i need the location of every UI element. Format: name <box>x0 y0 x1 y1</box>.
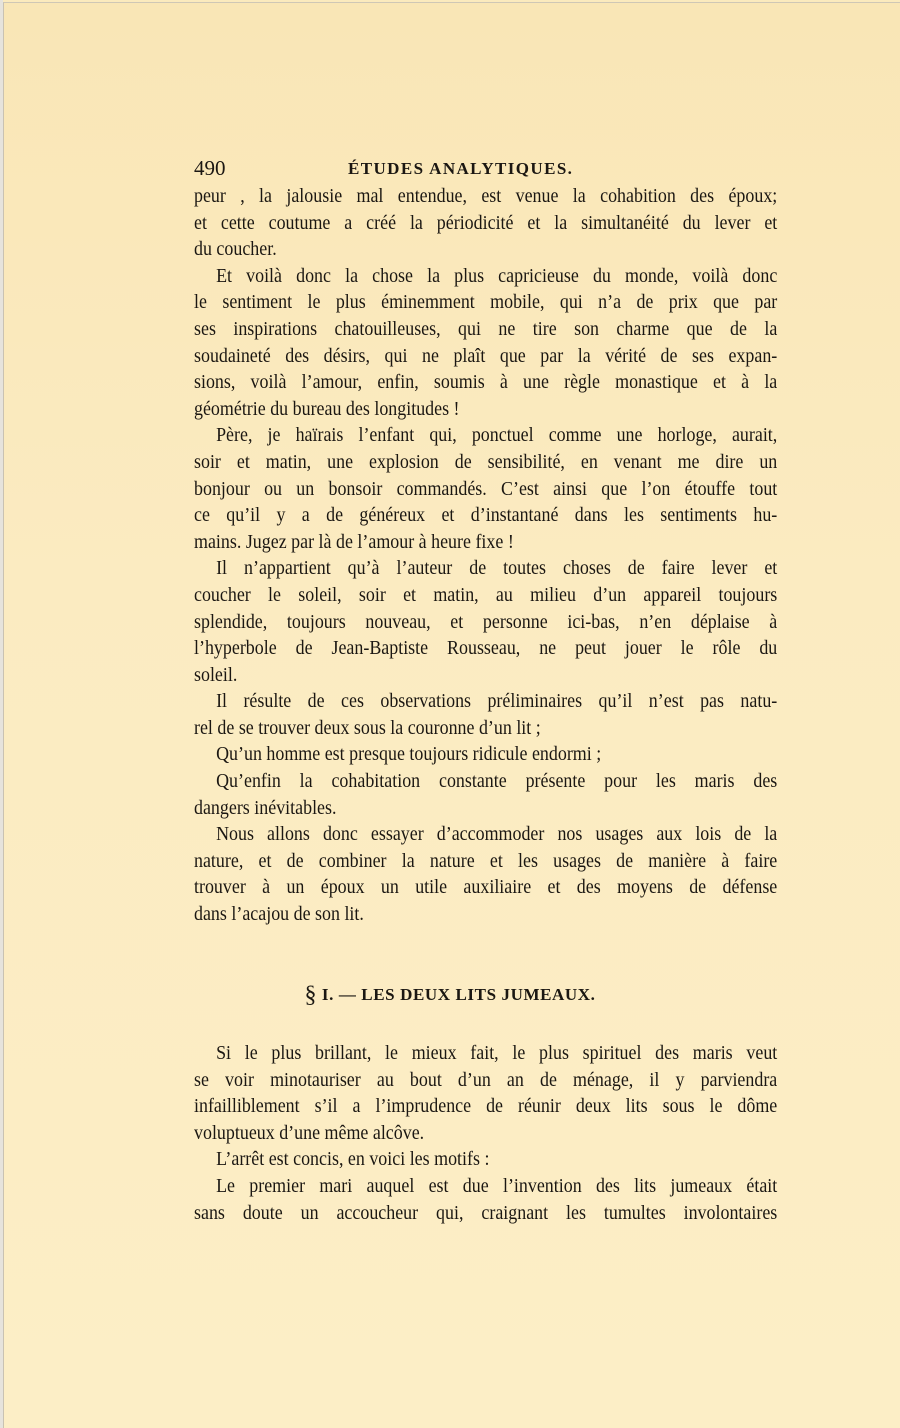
page-header <box>194 156 777 182</box>
text-line: et cette coutume a créé la périodicité et la simultanéité du lever et <box>194 212 778 234</box>
section-body-text <box>194 1041 777 1227</box>
text-line: ce qu’il y a de généreux et d’instantané dans les sentiments hu- <box>194 505 778 527</box>
text-line: géométrie du bureau des longitudes ! <box>194 398 460 420</box>
running-head: ÉTUDES ANALYTIQUES. <box>348 159 574 178</box>
text-line: se voir minotauriser au bout d’un an de ménage, il y parviendra <box>194 1069 778 1091</box>
text-line: trouver à un époux un utile auxiliaire et des moyens de défense <box>194 877 778 899</box>
text-line: soleil. <box>194 664 238 686</box>
section-sign: § <box>304 982 318 1008</box>
text-line: Père, je haïrais l’enfant qui, ponctuel comme une horloge, aurait, <box>216 425 778 447</box>
text-line: dangers inévitables. <box>194 797 337 819</box>
text-line: Qu’un homme est presque toujours ridicule endormi ; <box>216 744 602 766</box>
text-line: du coucher. <box>194 239 277 261</box>
text-line: voluptueux d’une même alcôve. <box>194 1122 425 1144</box>
section-title-text: I. — LES DEUX LITS JUMEAUX. <box>321 985 596 1004</box>
text-line: le sentiment le plus éminemment mobile, qui n’a de prix que par <box>194 292 778 314</box>
text-line: dans l’acajou de son lit. <box>194 904 364 926</box>
page-number: 490 <box>194 156 226 180</box>
text-line: nature, et de combiner la nature et les usages de manière à faire <box>194 850 778 872</box>
text-line: l’hyperbole de Jean-Baptiste Rousseau, ne peut jouer le rôle du <box>194 638 778 660</box>
text-line: Qu’enfin la cohabitation constante présente pour les maris des <box>216 771 778 793</box>
text-line: Il n’appartient qu’à l’auteur de toutes choses de faire lever et <box>216 558 778 580</box>
text-line: ses inspirations chatouilleuses, qui ne tire son charme que de la <box>194 318 778 340</box>
text-line: soir et matin, une explosion de sensibilité, en venant me dire un <box>194 451 778 473</box>
text-line: Il résulte de ces observations préliminaires qu’il n’est pas natu- <box>216 691 778 713</box>
text-line: coucher le soleil, soir et matin, au milieu d’un appareil toujours <box>194 584 778 606</box>
text-line: Et voilà donc la chose la plus capricieuse du monde, voilà donc <box>216 265 778 287</box>
text-line: rel de se trouver deux sous la couronne d’un lit ; <box>194 717 541 739</box>
text-line: infailliblement s’il a l’imprudence de réunir deux lits sous le dôme <box>194 1096 778 1118</box>
text-line: Nous allons donc essayer d’accommoder nos usages aux lois de la <box>216 824 778 846</box>
text-line: soudaineté des désirs, qui ne plaît que par la vérité de ses expan- <box>194 345 778 367</box>
text-line: bonjour ou un bonsoir commandés. C’est ainsi que l’on étouffe tout <box>194 478 778 500</box>
text-line: peur , la jalousie mal entendue, est venue la cohabition des époux; <box>194 186 778 207</box>
text-line: Si le plus brillant, le mieux fait, le plus spirituel des maris veut <box>216 1043 778 1064</box>
text-line: Le premier mari auquel est due l’invention des lits jumeaux était <box>216 1175 778 1197</box>
text-line: sans doute un accoucheur qui, craignant les tumultes involontaires <box>194 1202 778 1224</box>
section-heading <box>0 980 900 1007</box>
text-line: L’arrêt est concis, en voici les motifs : <box>216 1149 490 1171</box>
text-line: sions, voilà l’amour, enfin, soumis à une règle monastique et à la <box>194 372 778 394</box>
text-line: mains. Jugez par là de l’amour à heure fixe ! <box>194 531 514 553</box>
body-text <box>194 184 777 929</box>
text-line: splendide, toujours nouveau, et personne ici-bas, n’en déplaise à <box>194 611 778 633</box>
